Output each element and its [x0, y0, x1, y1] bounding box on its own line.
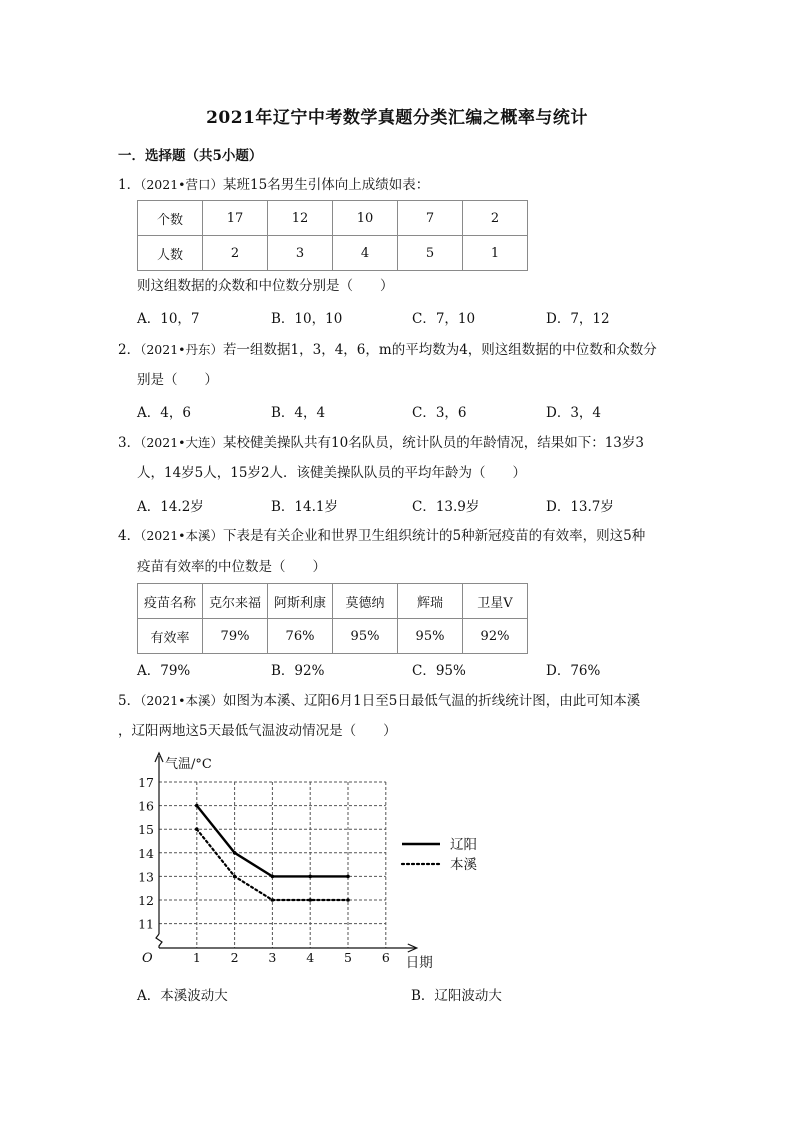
table-cell: 克尔来福: [203, 584, 268, 619]
question-5: [118, 691, 640, 711]
table-cell: 卫星V: [463, 584, 528, 619]
question-source: （2021•本溪）: [140, 528, 224, 543]
option-c: C．7，10: [412, 311, 476, 327]
option-b: B．辽阳波动大: [411, 988, 502, 1004]
table-cell: 有效率: [138, 619, 203, 654]
question-text: 疫苗有效率的中位数是（ ）: [137, 559, 326, 575]
table-cell: 阿斯利康: [268, 584, 333, 619]
question-number: 4．: [118, 528, 141, 544]
y-tick-label: 16: [138, 798, 154, 814]
table-cell: 5: [398, 236, 463, 271]
table-cell: 10: [333, 201, 398, 236]
table-cell: 76%: [268, 619, 333, 654]
y-tick-label: 14: [138, 845, 154, 861]
option-c: C．13.9岁: [412, 499, 480, 515]
table-cell: 个数: [138, 201, 203, 236]
y-tick-label: 13: [138, 869, 154, 885]
table-cell: 79%: [203, 619, 268, 654]
question-source: （2021•本溪）: [140, 693, 224, 708]
section-heading: 一．选择题（共5小题）: [118, 148, 263, 164]
option-b: B．14.1岁: [271, 499, 338, 515]
question-text: ，辽阳两地这5天最低气温波动情况是（ ）: [118, 723, 397, 739]
question-number: 5．: [118, 693, 141, 709]
table-cell: 人数: [138, 236, 203, 271]
option-a: A．10，7: [137, 311, 200, 327]
question-source: （2021•大连）: [140, 435, 224, 450]
table-cell: 95%: [398, 619, 463, 654]
page-title: 2021年辽宁中考数学真题分类汇编之概率与统计: [206, 108, 588, 128]
y-axis-label: 气温/°C: [165, 757, 212, 772]
option-d: D．3，4: [546, 405, 602, 421]
question-text: 某班15名男生引体向上成绩如表：: [223, 177, 430, 193]
question-number: 3．: [118, 435, 141, 451]
option-d: D．76%: [546, 663, 601, 679]
option-a: A．本溪波动大: [137, 988, 228, 1004]
question-text: 如图为本溪、辽阳6月1日至5日最低气温的折线统计图，由此可知本溪: [223, 693, 641, 709]
score-table: [137, 200, 528, 271]
x-tick-label: 2: [230, 950, 239, 965]
data-point: [233, 875, 237, 879]
table-cell: 莫德纳: [333, 584, 398, 619]
data-point: [346, 875, 350, 879]
table-cell: 17: [203, 201, 268, 236]
legend-label: 本溪: [450, 857, 477, 873]
option-b: B．92%: [271, 663, 325, 679]
option-c: C．3，6: [412, 405, 467, 421]
y-tick-label: 11: [138, 916, 154, 932]
y-tick-label: 17: [138, 775, 154, 790]
question-4: [118, 526, 645, 546]
vaccine-table: [137, 583, 528, 654]
option-b: B．10，10: [271, 311, 343, 327]
option-d: D．7，12: [546, 311, 610, 327]
data-point: [271, 875, 275, 879]
data-point: [195, 804, 199, 808]
y-tick-label: 15: [138, 822, 154, 838]
table-cell: 2: [463, 201, 528, 236]
question-number: 2．: [118, 342, 141, 358]
y-tick-label: 12: [138, 893, 154, 908]
axis-break-icon: [156, 934, 162, 948]
table-cell: 辉瑞: [398, 584, 463, 619]
legend-label: 辽阳: [450, 837, 477, 853]
option-a: A．79%: [137, 663, 191, 679]
question-source: （2021•丹东）: [140, 342, 224, 357]
table-cell: 95%: [333, 619, 398, 654]
table-cell: 2: [203, 236, 268, 271]
x-tick-label: 1: [192, 950, 201, 965]
options-row: [137, 495, 697, 515]
option-c: C．95%: [412, 663, 466, 679]
x-axis-label: 日期: [405, 955, 433, 971]
x-tick-label: 4: [306, 950, 315, 965]
question-3: [118, 433, 644, 453]
options-row: [137, 659, 697, 679]
option-d: D．13.7岁: [546, 499, 614, 515]
data-point: [308, 898, 312, 902]
table-cell: 12: [268, 201, 333, 236]
data-point: [346, 898, 350, 902]
origin-label: O: [142, 951, 153, 966]
option-b: B．4，4: [271, 405, 326, 421]
question-text: 别是（ ）: [137, 372, 218, 388]
table-cell: 4: [333, 236, 398, 271]
x-tick-label: 5: [344, 950, 352, 965]
option-a: A．14.2岁: [137, 499, 204, 515]
options-row: [137, 307, 697, 327]
options-row: [137, 984, 697, 1004]
question-text: 若一组数据1，3，4，6，m的平均数为4，则这组数据的中位数和众数分: [223, 342, 657, 358]
table-cell: 疫苗名称: [138, 584, 203, 619]
option-a: A．4，6: [137, 405, 191, 421]
question-number: 1．: [118, 177, 141, 193]
series-line-liaoyang: [197, 806, 348, 877]
options-row: [137, 401, 697, 421]
question-2: [118, 340, 657, 360]
x-tick-label: 6: [381, 950, 390, 965]
data-point: [308, 875, 312, 879]
question-1: [118, 175, 429, 195]
data-point: [233, 851, 237, 855]
question-text: 人，14岁5人，15岁2人．该健美操队队员的平均年龄为（ ）: [137, 465, 527, 481]
question-text: 某校健美操队共有10名队员，统计队员的年龄情况，结果如下：13岁3: [223, 435, 644, 451]
question-text: 下表是有关企业和世界卫生组织统计的5种新冠疫苗的有效率，则这5种: [223, 528, 646, 544]
table-cell: 1: [463, 236, 528, 271]
question-source: （2021•营口）: [140, 177, 224, 192]
x-tick-label: 3: [268, 950, 277, 965]
data-point: [271, 898, 275, 902]
table-cell: 92%: [463, 619, 528, 654]
table-cell: 3: [268, 236, 333, 271]
table-cell: 7: [398, 201, 463, 236]
data-point: [195, 827, 199, 831]
question-text: 则这组数据的众数和中位数分别是（ ）: [137, 278, 394, 294]
temperature-line-chart: [132, 748, 477, 973]
